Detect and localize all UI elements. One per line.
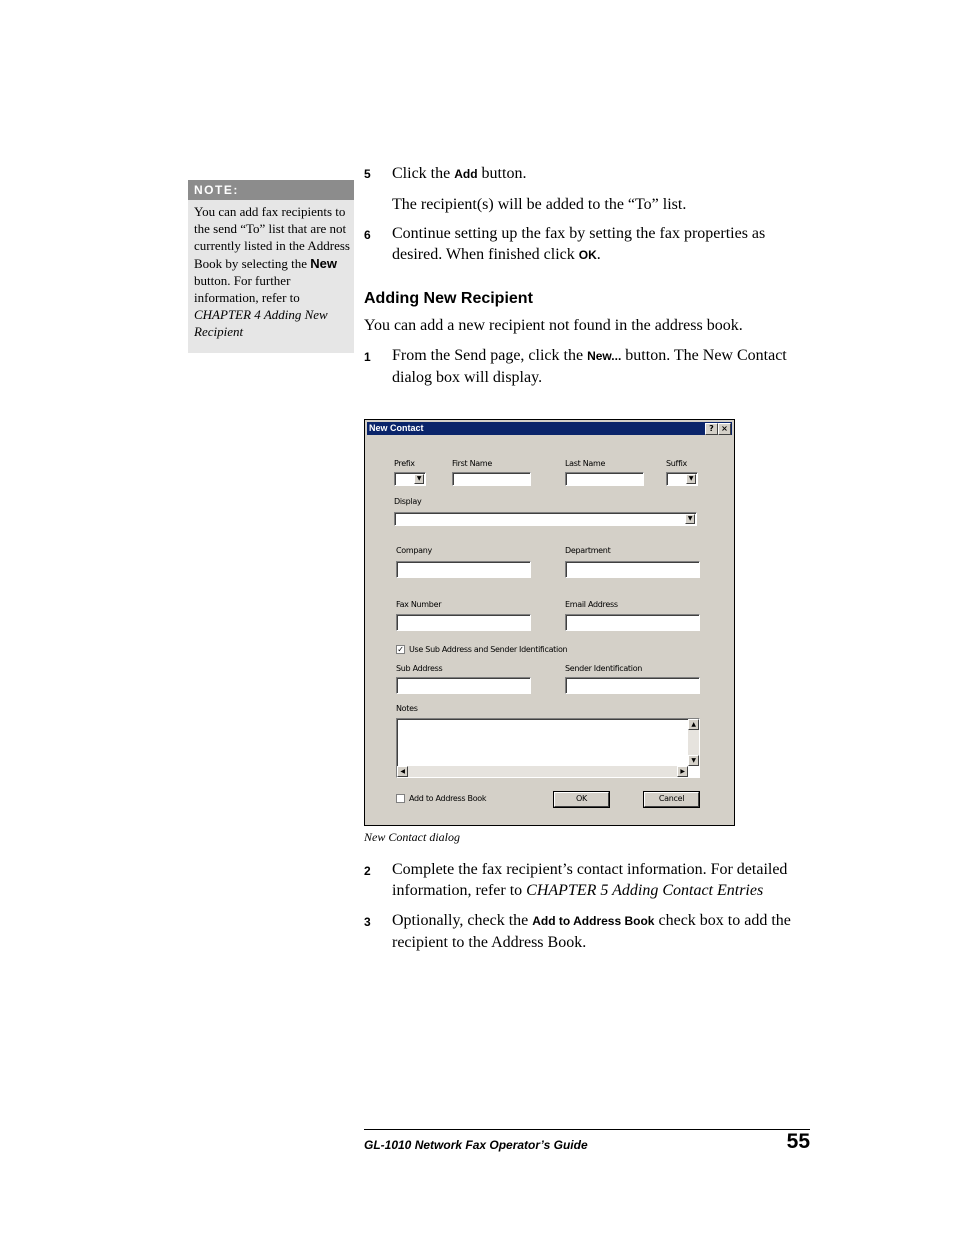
- department-input[interactable]: [565, 561, 700, 578]
- first-name-label: First Name: [452, 459, 492, 468]
- chevron-down-icon[interactable]: ▼: [685, 514, 695, 524]
- add-to-book-label: Add to Address Book: [409, 794, 487, 803]
- scroll-down-icon[interactable]: ▼: [688, 755, 699, 766]
- help-button[interactable]: ?: [705, 423, 718, 435]
- step-number: 1: [364, 350, 371, 364]
- step1-text: [392, 345, 814, 388]
- note-text-part: You can add fax recipients to the send “To” list that are not currently listed in the Address Book by selecting the: [194, 204, 350, 271]
- step-text: Continue setting up the fax by setting the fax properties as desired. When finished click: [392, 225, 766, 263]
- add-to-address-book-ref: Add to Address Book: [532, 914, 655, 928]
- fax-number-label: Fax Number: [396, 600, 442, 609]
- page-number: 55: [786, 1130, 810, 1153]
- add-to-book-checkbox[interactable]: [396, 794, 405, 803]
- chapter5-ref: CHAPTER 5 Adding Contact Entries: [526, 882, 764, 899]
- suffix-combo[interactable]: [666, 472, 698, 486]
- scroll-right-icon[interactable]: ▶: [677, 766, 688, 777]
- step-text: From the Send page, click the: [392, 347, 588, 364]
- step-number: 2: [364, 864, 371, 878]
- step5-result: The recipient(s) will be added to the “To” list.: [392, 196, 687, 213]
- step2-text: [392, 859, 814, 901]
- ok-button[interactable]: OK: [554, 792, 609, 807]
- new-contact-dialog: [364, 419, 735, 826]
- note-box: [188, 180, 354, 353]
- sender-id-label: Sender Identification: [565, 664, 643, 673]
- company-label: Company: [396, 546, 432, 555]
- step-text: Complete the fax recipient’s contact information. For detailed information, refer to: [392, 861, 788, 899]
- step-text: check box to add the recipient to the Address Book.: [392, 912, 791, 951]
- sub-address-input[interactable]: [396, 677, 531, 694]
- email-label: Email Address: [565, 600, 618, 609]
- step-number: 6: [364, 228, 371, 242]
- sub-address-label: Sub Address: [396, 664, 443, 673]
- notes-label: Notes: [396, 704, 418, 713]
- dialog-titlebar: [367, 422, 732, 435]
- step3-text: [392, 910, 814, 953]
- step-number: 3: [364, 915, 371, 929]
- display-combo[interactable]: [394, 512, 697, 526]
- fax-number-input[interactable]: [396, 614, 531, 631]
- step-text: Click the: [392, 165, 455, 182]
- footer-rule: [364, 1129, 810, 1130]
- step-text: Optionally, check the: [392, 912, 533, 929]
- add-button-ref: Add: [454, 167, 478, 181]
- step6-text: [392, 223, 812, 266]
- step-text: button.: [477, 165, 527, 182]
- last-name-label: Last Name: [565, 459, 606, 468]
- close-button[interactable]: ×: [718, 423, 731, 435]
- department-label: Department: [565, 546, 611, 555]
- note-chapter-ref: CHAPTER 4 Adding New Recipient: [194, 307, 328, 340]
- step-text: button. The New Contact dialog box will display.: [392, 347, 787, 386]
- use-sub-label: Use Sub Address and Sender Identification: [409, 645, 568, 654]
- step-number: 5: [364, 167, 371, 181]
- last-name-input[interactable]: [565, 472, 644, 486]
- display-label: Display: [394, 497, 422, 506]
- note-text: [188, 200, 354, 341]
- figure-caption: New Contact dialog: [364, 830, 460, 844]
- notes-horizontal-scrollbar[interactable]: [397, 766, 688, 777]
- chevron-down-icon[interactable]: ▼: [414, 474, 424, 484]
- email-input[interactable]: [565, 614, 700, 631]
- cancel-button[interactable]: Cancel: [644, 792, 699, 807]
- prefix-combo[interactable]: [394, 472, 426, 486]
- company-input[interactable]: [396, 561, 531, 578]
- step-text: .: [596, 246, 601, 263]
- first-name-input[interactable]: [452, 472, 531, 486]
- prefix-label: Prefix: [394, 459, 415, 468]
- dialog-title: New Contact: [369, 423, 424, 433]
- section-heading: Adding New Recipient: [364, 290, 533, 307]
- new-button-ref: New...: [587, 349, 622, 363]
- chevron-down-icon[interactable]: ▼: [686, 474, 696, 484]
- step5-text: [392, 163, 812, 185]
- note-text-part: button. For further information, refer to: [194, 272, 300, 306]
- sender-id-input[interactable]: [565, 677, 700, 694]
- note-new-button-ref: New: [310, 255, 337, 271]
- footer-title: GL-1010 Network Fax Operator’s Guide: [364, 1138, 588, 1152]
- scroll-left-icon[interactable]: ◀: [397, 766, 408, 777]
- section-intro: You can add a new recipient not found in the address book.: [364, 317, 743, 334]
- suffix-label: Suffix: [666, 459, 687, 468]
- notes-textarea[interactable]: [396, 718, 700, 778]
- ok-button-ref: OK: [578, 248, 597, 262]
- note-heading: NOTE:: [188, 180, 354, 200]
- checkmark-icon: ✓: [397, 645, 404, 654]
- use-sub-checkbox[interactable]: [396, 645, 405, 654]
- scroll-up-icon[interactable]: ▲: [688, 719, 699, 730]
- notes-vertical-scrollbar[interactable]: [688, 719, 699, 766]
